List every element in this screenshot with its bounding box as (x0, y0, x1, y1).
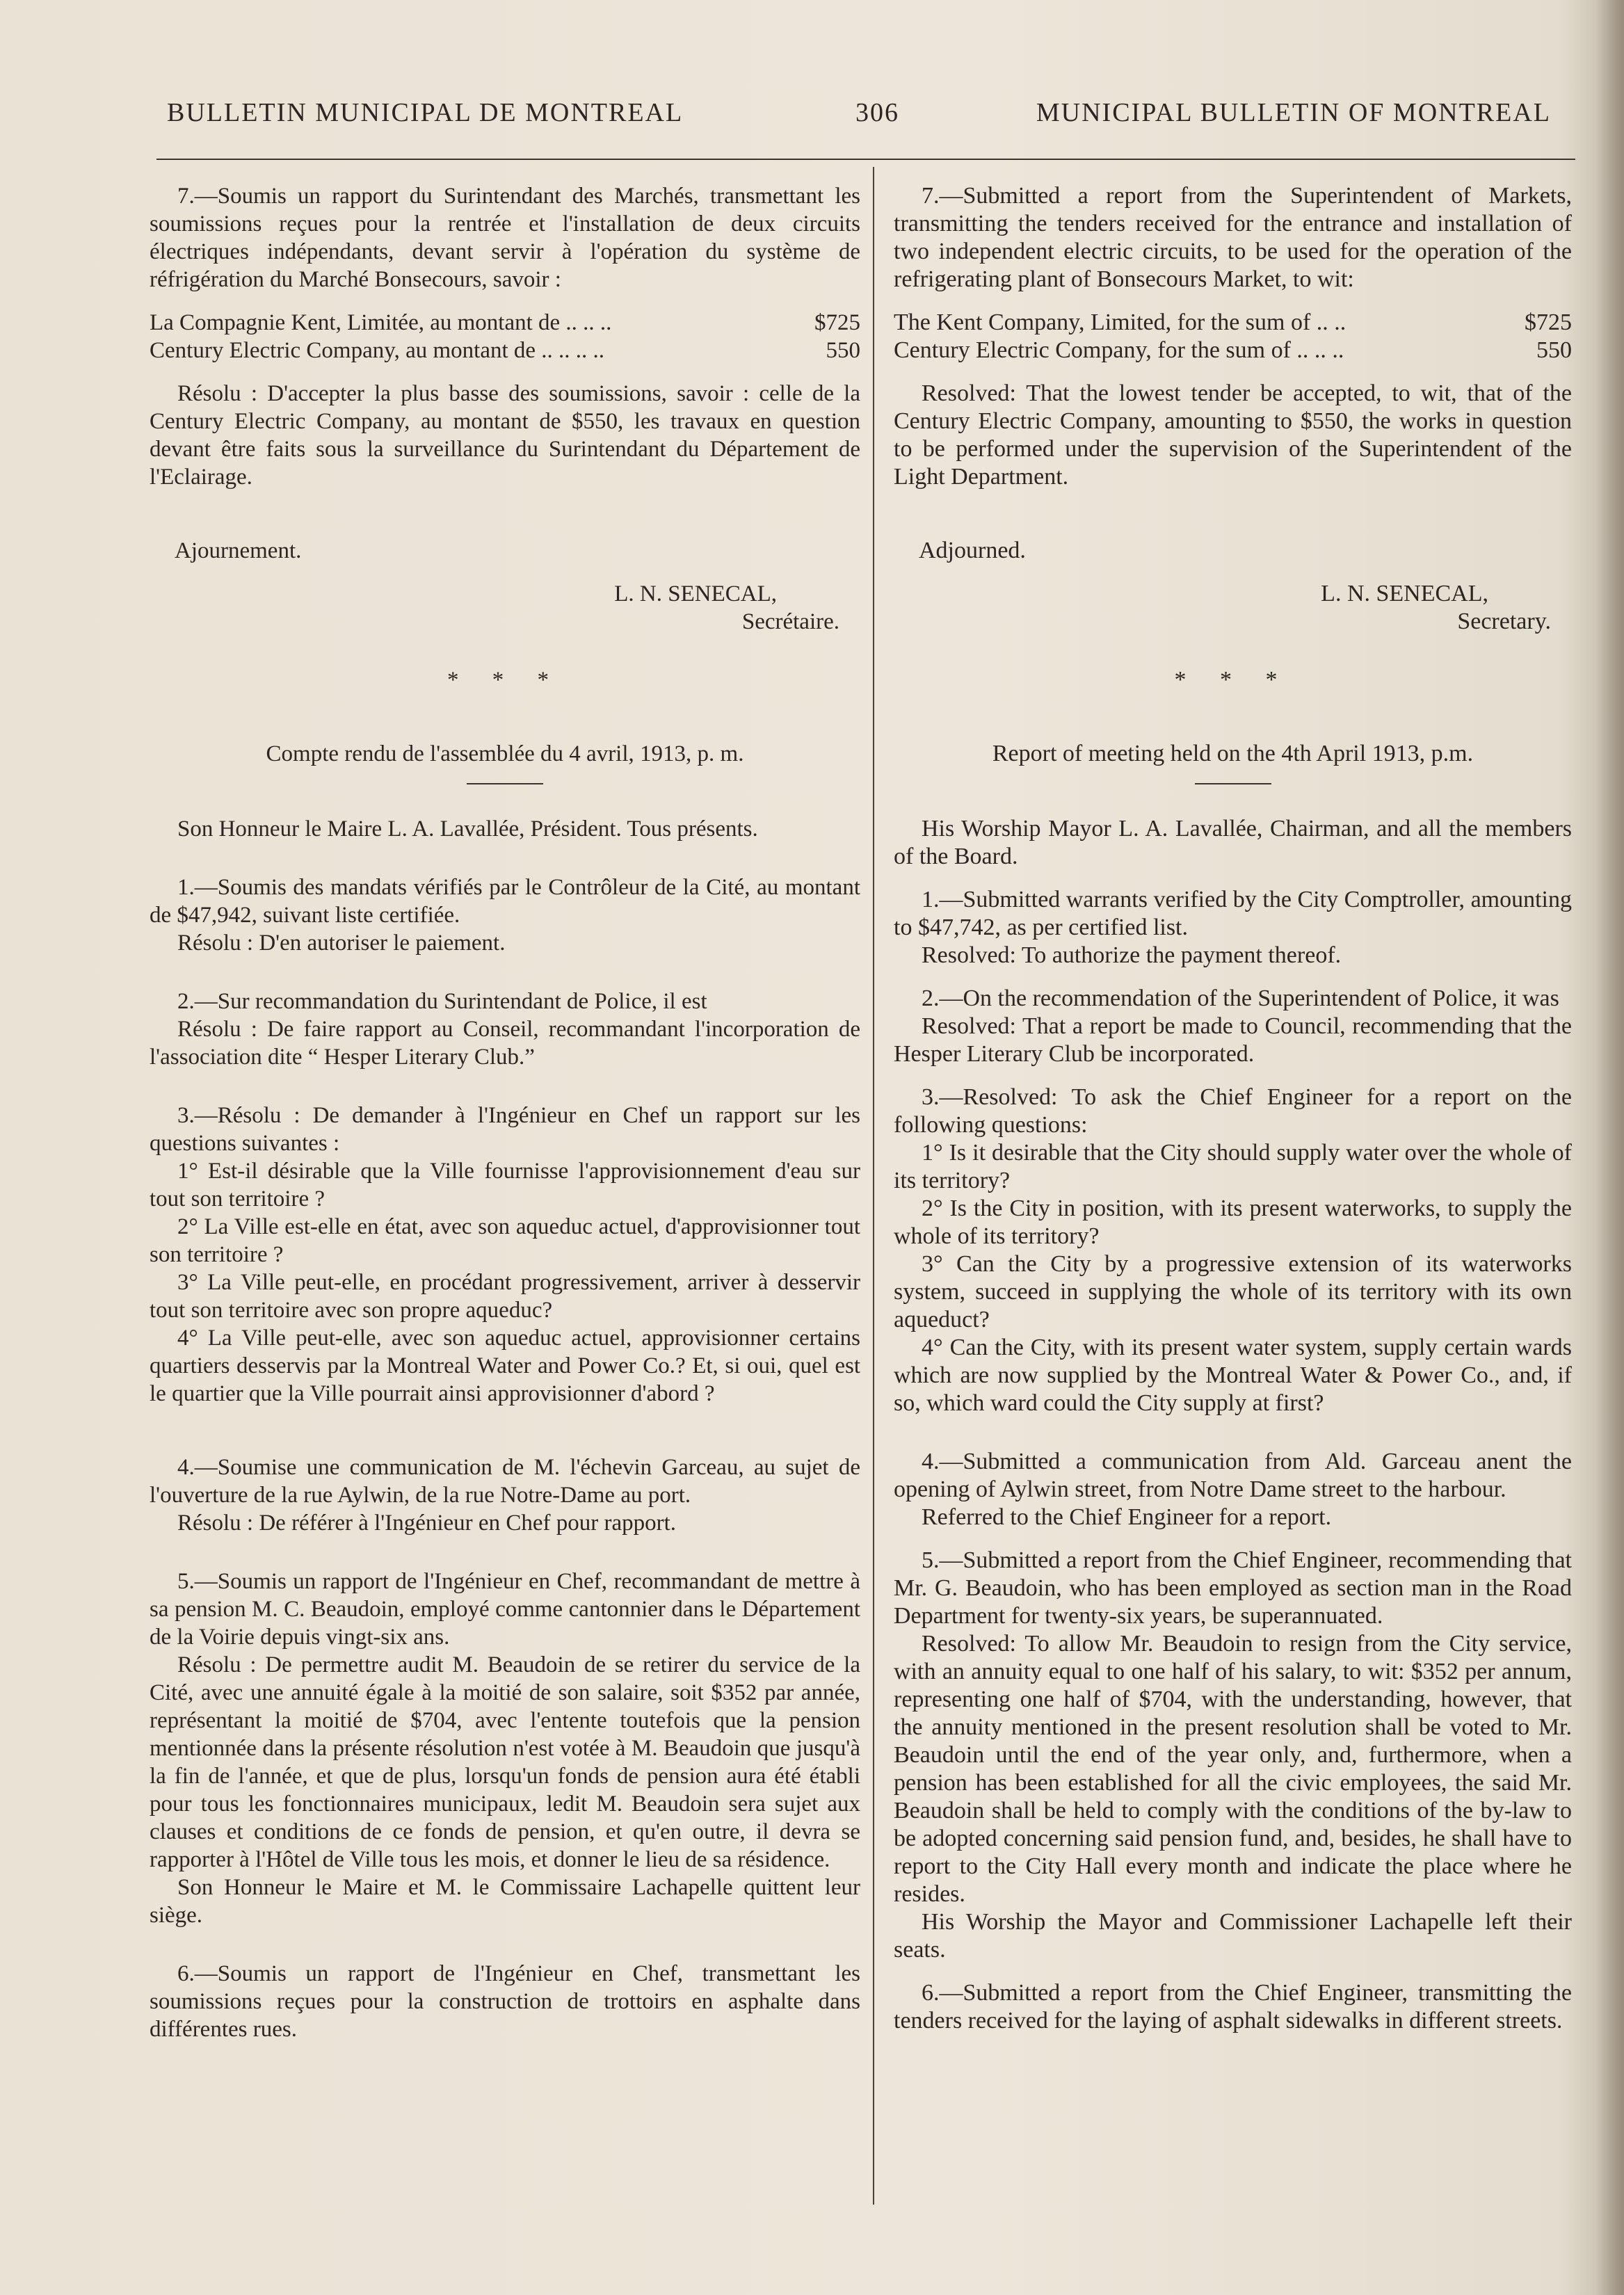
fr-tender-kent-amount: $725 (814, 310, 860, 335)
en-minute-5-resolved: Resolved: To allow Mr. Beaudoin to resign from the City service, with an annuity equal to one half of his salary, to wit: $352 per annum, representing one half of $704, with the understanding, however, that the annuity mentioned in the present resolution shall be voted to Mr. Beaudoin until the end of the year only, and, furthermore, when a pension has been established for all the civic employees, the said Mr. Beaudoin shall be held to comply with the conditions of the by-law to be adopted concerning said pension fund, and, besides, he shall have to report to the City Hall every month and indicate the place where he resides. (894, 1631, 1572, 1907)
fr-minute-1-resolved: Résolu : D'en autoriser le paiement. (177, 931, 506, 956)
en-signature-name: L. N. SENECAL, (1321, 581, 1488, 606)
en-section-stars: * * * (1174, 667, 1292, 693)
fr-signature-title: Secrétaire. (741, 609, 839, 634)
fr-minute-3-q2: 2° La Ville est-elle en état, avec son aqueduc actuel, d'approvisionner tout son territoire ? (150, 1214, 860, 1267)
en-minute-1: 1.—Submitted warrants verified by the City Comptroller, amounting to $47,742, as per certified list. (894, 887, 1572, 940)
fr-minute-6: 6.—Soumis un rapport de l'Ingénieur en Chef, transmettant les soumissions reçues pour la construction de trottoirs en asphalte dans différentes rues. (150, 1961, 860, 2042)
en-tender-kent-label: The Kent Company, Limited, for the sum of .. .. (894, 309, 1346, 335)
fr-tender-kent (150, 309, 860, 337)
en-minute-3-q3: 3° Can the City by a progressive extension of its waterworks system, succeed in supplying the whole of its territory with its own aqueduct? (894, 1251, 1572, 1332)
en-tender-kent (894, 309, 1572, 337)
en-minute-3-q2: 2° Is the City in position, with its present waterworks, to supply the whole of its territory? (894, 1195, 1572, 1249)
en-minute-2: 2.—On the recommendation of the Superintendent of Police, it was (922, 985, 1559, 1011)
header-rule (156, 159, 1575, 160)
en-meeting-title: Report of meeting held on the 4th April 1913, p.m. (992, 741, 1474, 766)
en-attendance: His Worship Mayor L. A. Lavallée, Chairman, and all the members of the Board. (894, 816, 1572, 869)
en-minute-6: 6.—Submitted a report from the Chief Engineer, transmitting the tenders received for the laying of asphalt sidewalks in different streets. (894, 1980, 1572, 2034)
en-tender-century-label: Century Electric Company, for the sum of .. .. .. (894, 337, 1344, 363)
fr-signature-name: L. N. SENECAL, (614, 581, 777, 606)
en-minute-3: 3.—Resolved: To ask the Chief Engineer for a report on the following questions: (894, 1084, 1572, 1138)
fr-minute-5-resolved: Résolu : De permettre audit M. Beaudoin de se retirer du service de la Cité, avec une annuité égale à la moitié de son salaire, soit $352 par année, représentant la moitié de $704, avec l'entente toutefois que la pension mentionnée dans la présente résolution n'est votée à M. Beaudoin que jusqu'à la fin de l'année, et que de plus, lorsqu'un fonds de pension aura été établi pour tous les fonctionnaires municipaux, ledit M. Beaudoin sera sujet aux clauses et conditions de ce fonds de pension, et qu'en outre, il devra se rapporter à l'Hôtel de Ville tous les mois, et donner le lieu de sa résidence. (150, 1652, 860, 1872)
fr-item-7: 7.—Soumis un rapport du Surintendant des Marchés, transmettant les soumissions reçues pour la rentrée et l'installation de deux circuits électriques indépendants, devant servir à l'opération du système de réfrigération du Marché Bonsecours, savoir : (150, 184, 860, 292)
fr-minute-5: 5.—Soumis un rapport de l'Ingénieur en Chef, recommandant de mettre à sa pension M. C. Beaudoin, employé comme cantonnier dans le Département de la Voirie depuis vingt-six ans. (150, 1569, 860, 1650)
fr-minute-2-resolved: Résolu : De faire rapport au Conseil, recommandant l'incorporation de l'association dite “ Hesper Literary Club.” (150, 1017, 860, 1070)
fr-attendance: Son Honneur le Maire L. A. Lavallée, Président. Tous présents. (177, 816, 758, 842)
fr-tender-century (150, 337, 860, 364)
en-minute-3-q1: 1° Is it desirable that the City should supply water over the whole of its territory? (894, 1140, 1572, 1193)
fr-minute-5-note: Son Honneur le Maire et M. le Commissaire Lachapelle quittent leur siège. (150, 1875, 860, 1928)
fr-minute-2: 2.—Sur recommandation du Surintendant de Police, il est (177, 989, 707, 1014)
page-number: 306 (855, 98, 899, 127)
en-minute-5-note: His Worship the Mayor and Commissioner Lachapelle left their seats. (894, 1909, 1572, 1963)
fr-tender-century-amount: 550 (826, 338, 860, 363)
fr-minute-3: 3.—Résolu : De demander à l'Ingénieur en Chef un rapport sur les questions suivantes : (150, 1103, 860, 1156)
en-item-7-resolved: Resolved: That the lowest tender be accepted, to wit, that of the Century Electric Company, amounting to $550, the works in question to be performed under the supervision of the Superintendent of the Light Department. (894, 380, 1572, 490)
fr-minute-3-q4: 4° La Ville peut-elle, avec son aqueduc actuel, approvisionner certains quartiers desservis par la Montreal Water and Power Co.? Et, si oui, quel est le quartier que la Ville pourrait ainsi approvisionner d'abord ? (150, 1326, 860, 1406)
column-divider (873, 167, 874, 2205)
en-minute-4: 4.—Submitted a communication from Ald. Garceau anent the opening of Aylwin street, from Notre Dame street to the harbour. (894, 1449, 1572, 1502)
fr-tender-kent-label: La Compagnie Kent, Limitée, au montant de .. .. .. (150, 310, 612, 335)
fr-minute-3-q3: 3° La Ville peut-elle, en procédant progressivement, arriver à desservir tout son territoire avec son propre aqueduc? (150, 1270, 860, 1323)
page-binding-shadow (1596, 0, 1624, 2295)
en-minute-4-resolved: Referred to the Chief Engineer for a report. (922, 1504, 1332, 1530)
fr-minute-3-q1: 1° Est-il désirable que la Ville fournisse l'approvisionnement d'eau sur tout son territoire ? (150, 1159, 860, 1211)
fr-meeting-title: Compte rendu de l'assemblée du 4 avril, 1913, p. m. (266, 741, 744, 766)
fr-adjournment: Ajournement. (175, 538, 302, 563)
en-minute-3-q4: 4° Can the City, with its present water system, supply certain wards which are now supplied by the Montreal Water & Power Co., and, if so, which ward could the City supply at first? (894, 1335, 1572, 1416)
fr-minute-4-resolved: Résolu : De référer à l'Ingénieur en Chef pour rapport. (177, 1511, 676, 1536)
fr-minute-4: 4.—Soumise une communication de M. l'échevin Garceau, au sujet de l'ouverture de la rue Aylwin, de la rue Notre-Dame au port. (150, 1455, 860, 1508)
running-head (167, 97, 1565, 139)
fr-tender-century-label: Century Electric Company, au montant de .. .. .. .. (150, 338, 605, 363)
en-tender-kent-amount: $725 (1525, 309, 1572, 335)
english-column (894, 182, 1572, 2199)
french-column (150, 182, 860, 2199)
en-minute-2-resolved: Resolved: That a report be made to Council, recommending that the Hesper Literary Club be incorporated. (894, 1013, 1572, 1067)
en-minute-5: 5.—Submitted a report from the Chief Engineer, recommending that Mr. G. Beaudoin, who has been employed as section man in the Road Department for twenty-six years, be superannuated. (894, 1547, 1572, 1629)
fr-item-7-resolved: Résolu : D'accepter la plus basse des soumissions, savoir : celle de la Century Electric Company, au montant de $550, les travaux en question devant être faits sous la surveillance du Surintendant du Département de l'Eclairage. (150, 381, 860, 490)
en-item-7: 7.—Submitted a report from the Superintendent of Markets, transmitting the tenders received for the entrance and installation of two independent electric circuits, to be used for the operation of the refrigerating plant of Bonsecours Market, to wit: (894, 183, 1572, 292)
running-head-english: MUNICIPAL BULLETIN OF MONTREAL (1036, 98, 1551, 127)
fr-section-stars: * * * (447, 668, 563, 693)
fr-minute-1: 1.—Soumis des mandats vérifiés par le Contrôleur de la Cité, au montant de $47,942, suivant liste certifiée. (150, 875, 860, 928)
en-signature-title: Secretary. (1457, 609, 1551, 634)
en-minute-1-resolved: Resolved: To authorize the payment thereof. (922, 942, 1342, 968)
en-tender-century (894, 337, 1572, 364)
running-head-french: BULLETIN MUNICIPAL DE MONTREAL (167, 98, 684, 127)
en-adjournment: Adjourned. (919, 538, 1026, 563)
en-tender-century-amount: 550 (1536, 337, 1572, 363)
